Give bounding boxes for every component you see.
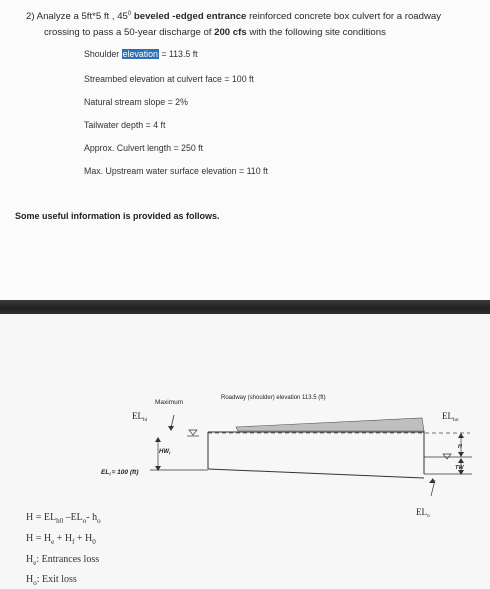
condition-streambed: Streambed elevation at culvert face = 100 ft xyxy=(84,74,254,84)
el-hi-sub: hi xyxy=(143,417,148,423)
condition-slope: Natural stream slope = 2% xyxy=(84,97,188,107)
useful-info-heading: Some useful information is provided as follows. xyxy=(15,211,220,221)
equation-total-head xyxy=(26,533,96,546)
el-hi-main: EL xyxy=(132,411,143,421)
el-ho-label xyxy=(442,411,459,423)
condition-shoulder xyxy=(84,49,198,59)
eq4-sub: o xyxy=(33,579,37,587)
eq1-c: - h xyxy=(86,512,98,523)
highlighted-word[interactable]: elevation xyxy=(122,49,158,59)
question-line-2 xyxy=(44,27,386,38)
h-arrowhead-top xyxy=(458,433,464,438)
eq3-sub: e xyxy=(33,559,37,567)
eq4-b: : Exit loss xyxy=(36,574,77,585)
hw-arrowhead-top xyxy=(155,437,161,442)
eq4-a: H xyxy=(26,574,34,585)
tailwater-surface-icon xyxy=(443,454,451,459)
eq2-sub2: f xyxy=(72,538,75,546)
eq1-sub2: o xyxy=(82,517,87,525)
diagram-panel xyxy=(0,314,490,589)
equation-head xyxy=(26,512,101,525)
el-i-main: EL xyxy=(101,469,110,476)
eq2-sub3: 0 xyxy=(92,538,96,546)
el-i-label xyxy=(101,469,139,477)
equation-exit-loss xyxy=(26,574,77,587)
hw-label xyxy=(159,449,171,456)
roadway-embankment xyxy=(236,418,424,431)
question-text-2: crossing to pass a 50-year discharge of xyxy=(44,27,212,38)
condition-value: = 113.5 ft xyxy=(161,49,198,59)
roadway-label: Roadway (shoulder) elevation 113.5 (ft) xyxy=(221,395,326,401)
elo-arrowhead xyxy=(429,478,435,483)
condition-max-upstream: Max. Upstream water surface elevation = 110 ft xyxy=(84,166,268,176)
maximum-arrowhead xyxy=(168,426,174,431)
degree-mark: 0 xyxy=(127,11,132,17)
question-text-rest: reinforced concrete box culvert for a roadway xyxy=(249,11,442,23)
screen-divider xyxy=(0,300,490,314)
el-ho-sub: ho xyxy=(453,417,459,423)
eq2-sub1: e xyxy=(51,538,55,546)
el-o-label xyxy=(416,507,430,519)
condition-length: Approx. Culvert length = 250 ft xyxy=(84,143,204,153)
eq3-b: : Entrances loss xyxy=(36,554,100,565)
eq1-b: –EL xyxy=(63,512,83,523)
question-text: Analyze a 5ft*5 ft , 45 xyxy=(36,11,128,23)
condition-label: Shoulder xyxy=(84,49,120,59)
eq1-sub1: h0 xyxy=(56,517,64,525)
question-line-1 xyxy=(26,11,441,22)
culvert-diagram xyxy=(0,314,490,589)
el-o-sub: o xyxy=(427,513,430,519)
eq1-sub3: o xyxy=(97,517,101,525)
entrance-type: beveled -edged entrance xyxy=(133,11,247,23)
el-ho-main: EL xyxy=(442,411,453,421)
el-i-sub: i xyxy=(109,471,111,477)
discharge-value: 200 cfs xyxy=(214,27,247,38)
el-hi-label xyxy=(132,411,148,423)
eq2-a: H = H xyxy=(26,533,52,544)
eq2-b: + H xyxy=(54,533,73,544)
question-number: 2) xyxy=(26,11,35,23)
el-o-main: EL xyxy=(416,507,427,517)
condition-tailwater: Tailwater depth = 4 ft xyxy=(84,120,166,130)
tw-label: TW xyxy=(455,465,464,471)
question-text-2-rest: with the following site conditions xyxy=(249,27,386,38)
maximum-label: Maximum xyxy=(155,399,184,406)
h-label: H xyxy=(458,444,462,450)
eq2-c: + H xyxy=(74,533,93,544)
h-arrowhead-bottom xyxy=(458,452,464,457)
water-surface-icon xyxy=(189,430,197,435)
equation-entrance-loss xyxy=(26,554,99,567)
el-i-value: = 100 (ft) xyxy=(111,469,139,476)
eq1-a: H = EL xyxy=(26,512,57,523)
eq3-a: H xyxy=(26,554,34,565)
hw-main: HW xyxy=(159,449,169,455)
tw-arrowhead-top xyxy=(458,458,464,463)
hw-sub: i xyxy=(169,450,171,456)
culvert-invert xyxy=(208,469,424,478)
